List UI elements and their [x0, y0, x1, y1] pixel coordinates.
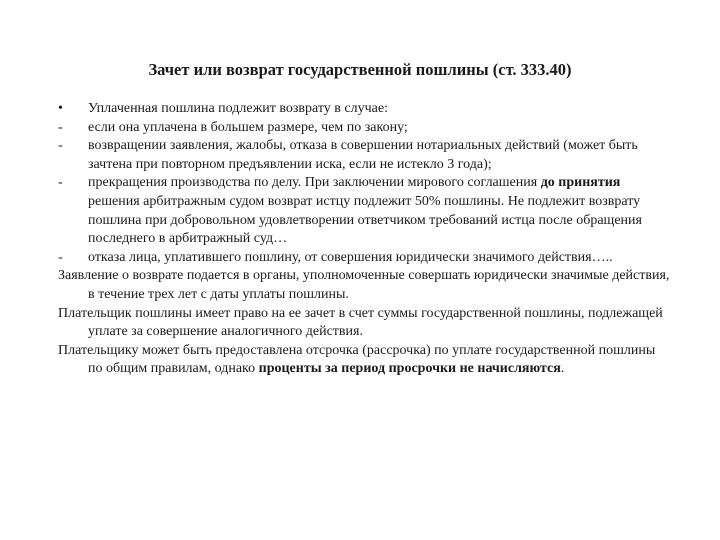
- slide-content: [58, 100, 673, 379]
- dash-item: [58, 249, 673, 268]
- paragraph-refund-application: Заявление о возврате подается в органы, уполномоченные совершать юридически значимые действия, в течение трех лет с даты уплаты пошлины.: [58, 268, 670, 302]
- bullet-marker: •: [58, 101, 63, 116]
- paragraph-deferral: [58, 342, 673, 379]
- paragraph-deferral-pre: Плательщику может быть предоставлена отсрочка (рассрочка) по уплате государственной пошлины по общим правилам, однако: [58, 342, 656, 377]
- dash-marker: -: [58, 138, 63, 154]
- bullet-text: Уплаченная пошлина подлежит возврату в случае:: [88, 101, 388, 116]
- dash-marker: -: [58, 175, 63, 191]
- dash-item: [58, 174, 673, 248]
- slide-title: Зачет или возврат государственной пошлины (ст. 333.40): [148, 60, 572, 79]
- dash-item: [58, 137, 673, 174]
- dash-item: [58, 119, 673, 138]
- dash-marker: -: [58, 249, 63, 265]
- bullet-item: [58, 100, 673, 119]
- dash-item-text: отказа лица, уплатившего пошлину, от совершения юридически значимого действия…..: [88, 249, 613, 265]
- paragraph-deferral-bold: проценты за период просрочки не начисляются: [258, 361, 561, 377]
- dash-marker: -: [58, 119, 63, 135]
- dash-item-text-pre: прекращения производства по делу. При заключении мирового соглашения: [88, 175, 541, 191]
- dash-item-text-post: решения арбитражным судом возврат истцу подлежит 50% пошлины. Не подлежит возврату пошлина при добровольном удовлетворении ответчиком требований истца после обращения последнего в арбитражный суд…: [88, 193, 642, 247]
- paragraph-deferral-post: .: [560, 361, 565, 377]
- dash-item-text: если она уплачена в большем размере, чем по закону;: [88, 119, 408, 135]
- dash-item-text-bold: до принятия: [540, 175, 621, 191]
- paragraph-offset-right: Плательщик пошлины имеет право на ее зачет в счет суммы государственной пошлины, подлежащей уплате за совершение аналогичного действия.: [58, 305, 663, 340]
- dash-item-text: возвращении заявления, жалобы, отказа в совершении нотариальных действий (может быть зачтена при повторном предъявлении иска, если не истекло 3 года);: [88, 138, 638, 172]
